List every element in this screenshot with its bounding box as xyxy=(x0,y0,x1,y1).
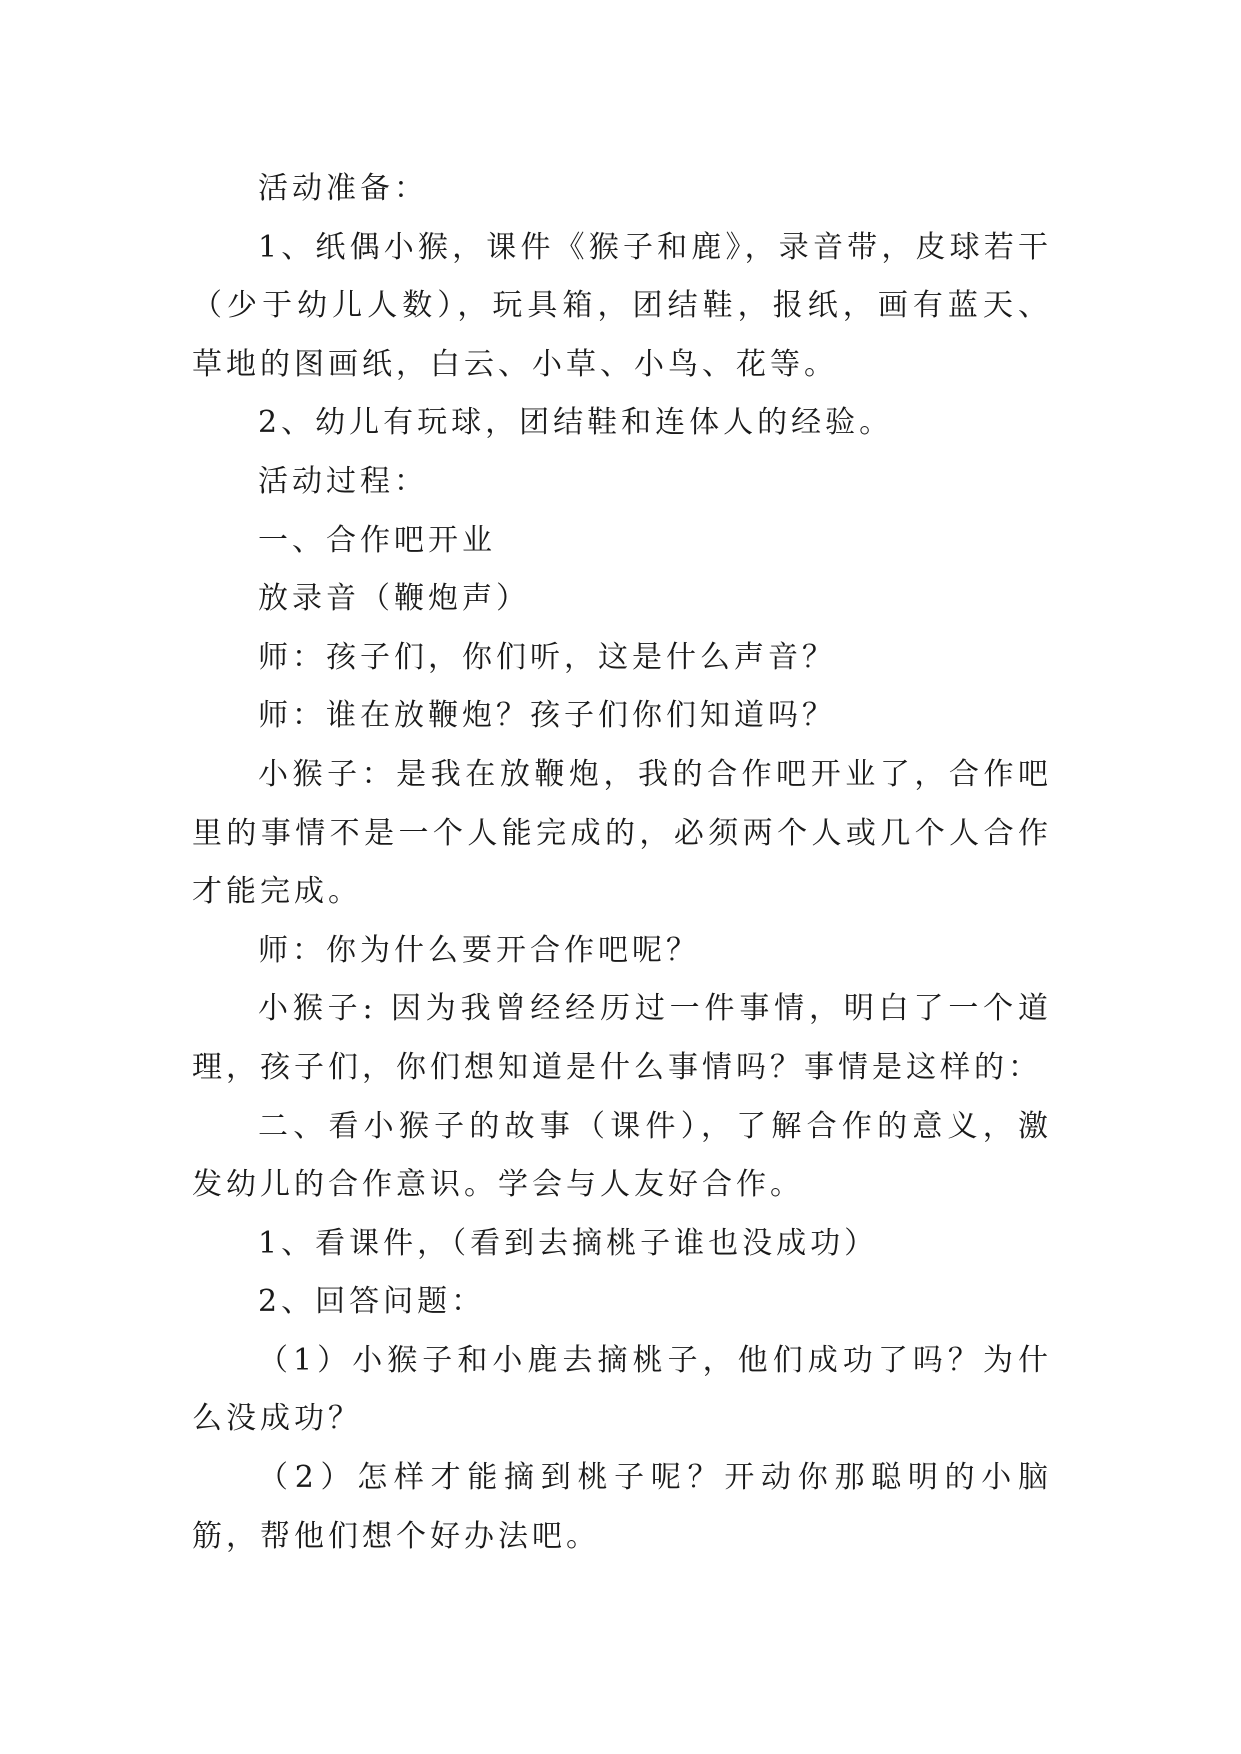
dialogue-line: 小猴子: 因为我曾经经历过一件事情，明白了一个道理，孩子们，你们想知道是什么事情吗？事情是这样的： xyxy=(192,991,1052,1085)
dialogue-line: 师：你为什么要开合作吧呢？ xyxy=(258,932,700,968)
dialogue-line: 师：孩子们，你们听，这是什么声音？ xyxy=(258,639,836,675)
dialogue-line: 小猴子：是我在放鞭炮，我的合作吧开业了，合作吧里的事情不是一个人能完成的，必须两个人或几个人合作才能完成。 xyxy=(192,756,1052,910)
question-item: （1）小猴子和小鹿去摘桃子，他们成功了吗？为什么没成功？ xyxy=(192,1342,1052,1437)
paragraph-materials: 1、纸偶小猴，课件《猴子和鹿》，录音带，皮球若干（少于幼儿人数），玩具箱，团结鞋，报纸，画有蓝天、草地的图画纸，白云、小草、小鸟、花等。 xyxy=(192,229,1052,382)
section-heading-process: 活动过程： xyxy=(258,463,428,499)
paragraph-recording: 放录音（鞭炮声） xyxy=(258,581,530,617)
list-item: 2、回答问题： xyxy=(258,1284,486,1320)
subheading-cooperation-bar: 一、合作吧开业 xyxy=(258,522,496,558)
section-heading-preparation: 活动准备： xyxy=(258,171,428,206)
subheading-story: 二、看小猴子的故事（课件），了解合作的意义，激发幼儿的合作意识。学会与人友好合作。 xyxy=(192,1108,1052,1203)
paragraph-experience: 2、幼儿有玩球，团结鞋和连体人的经验。 xyxy=(258,405,894,441)
document-body xyxy=(192,160,1052,1566)
question-item: （2）怎样才能摘到桃子呢？开动你那聪明的小脑筋，帮他们想个好办法吧。 xyxy=(192,1460,1052,1554)
list-item: 1、看课件，（看到去摘桃子谁也没成功） xyxy=(258,1225,879,1261)
dialogue-line: 师：谁在放鞭炮？孩子们你们知道吗？ xyxy=(258,698,836,734)
